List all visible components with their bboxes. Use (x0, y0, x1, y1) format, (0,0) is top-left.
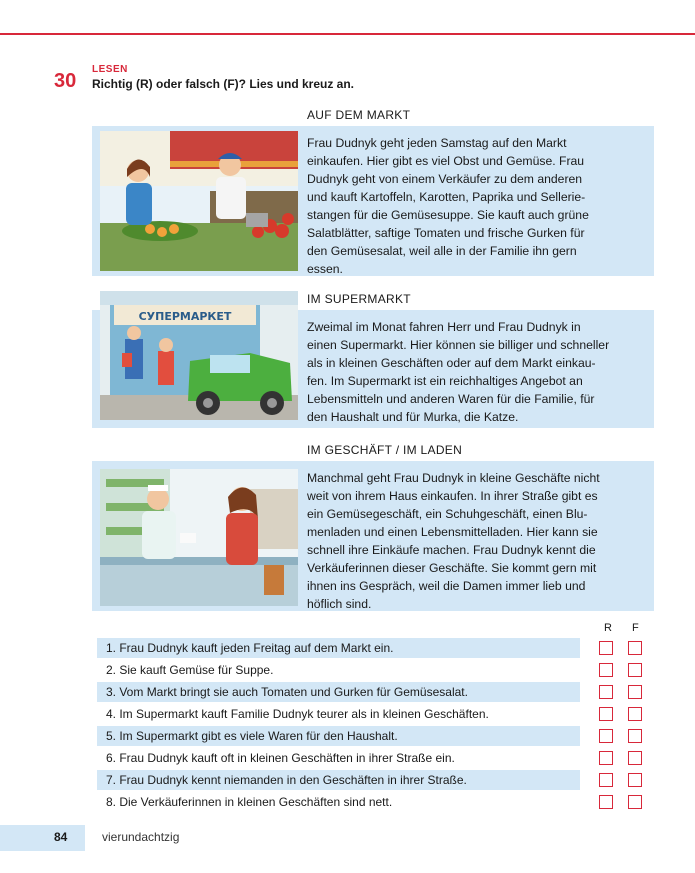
checkbox-r-4[interactable] (599, 707, 613, 721)
exercise-instruction: Richtig (R) oder falsch (F)? Lies und kreuz an. (92, 77, 355, 91)
section-text-supermarkt: Zweimal im Monat fahren Herr und Frau Dudnyk in einen Supermarkt. Hier können sie billiger und schneller als in kleinen Geschäften oder auf dem Markt einkau- fen. Im Supermarkt ist ein reichhaltiges Angebot an Lebensmitteln und anderen Waren für die Familie, für den Haushalt und für Murka, die Katze. (307, 320, 610, 424)
checkbox-r-5[interactable] (599, 729, 613, 743)
top-rule (0, 33, 695, 35)
checkbox-f-3[interactable] (628, 685, 642, 699)
checkbox-f-7[interactable] (628, 773, 642, 787)
answer-header-r: R (604, 622, 612, 634)
page-number-word: vierundachtzig (102, 830, 180, 844)
checkbox-f-2[interactable] (628, 663, 642, 677)
shop-illustration (100, 469, 298, 606)
footer-bar (0, 825, 85, 851)
checkbox-f-6[interactable] (628, 751, 642, 765)
checkbox-r-8[interactable] (599, 795, 613, 809)
checkbox-f-8[interactable] (628, 795, 642, 809)
checkbox-r-6[interactable] (599, 751, 613, 765)
section-title-markt: AUF DEM MARKT (307, 108, 411, 122)
market-illustration (100, 131, 298, 271)
statement-6: 6. Frau Dudnyk kauft oft in kleinen Geschäften in ihrer Straße ein. (106, 751, 455, 765)
checkbox-r-7[interactable] (599, 773, 613, 787)
section-title-supermarkt: IM SUPERMARKT (307, 292, 411, 306)
section-text-markt: Frau Dudnyk geht jeden Samstag auf den Markt einkaufen. Hier gibt es viel Obst und Gemüse. Frau Dudnyk geht von einem Verkäufer zu dem anderen und kauft Kartoffeln, Karotten, Paprika und Sellerie- stangen für die Gemüsesuppe. Sie kauft auch grüne Salatblätter, saftige Tomaten und frische Gurken für den Gemüsesalat, weil alle in der Familie ihn gern essen. (307, 136, 589, 276)
checkbox-r-2[interactable] (599, 663, 613, 677)
statement-1: 1. Frau Dudnyk kauft jeden Freitag auf dem Markt ein. (97, 638, 580, 658)
statement-3: 3. Vom Markt bringt sie auch Tomaten und Gurken für Gemüsesalat. (97, 682, 580, 702)
page-number: 84 (54, 830, 68, 844)
statement-4: 4. Im Supermarkt kauft Familie Dudnyk teurer als in kleinen Geschäften. (106, 707, 489, 721)
checkbox-r-3[interactable] (599, 685, 613, 699)
section-text-geschaeft: Manchmal geht Frau Dudnyk in kleine Geschäfte nicht weit von ihrem Haus einkaufen. In ihrer Straße gibt es ein Gemüsegeschäft, ein Schuhgeschäft, einen Blu- menladen und einen Lebensmittelladen. Hier kann sie schnell ihre Einkäufe machen. Frau Dudnyk kennt die Verkäuferinnen dieser Geschäfte. Sie kommt gern mit ihnen ins Gespräch, weil die Damen immer lieb und höflich sind. (307, 471, 600, 611)
statement-7: 7. Frau Dudnyk kennt niemanden in den Geschäften in ihrer Straße. (97, 770, 580, 790)
statement-5: 5. Im Supermarkt gibt es viele Waren für den Haushalt. (97, 726, 580, 746)
answer-header-f: F (632, 622, 639, 634)
exercise-category: LESEN (92, 64, 128, 75)
exercise-number: 30 (54, 70, 77, 92)
checkbox-f-1[interactable] (628, 641, 642, 655)
checkbox-f-4[interactable] (628, 707, 642, 721)
checkbox-r-1[interactable] (599, 641, 613, 655)
section-title-geschaeft: IM GESCHÄFT / IM LADEN (307, 443, 463, 457)
supermarket-sign-text: СУПЕРМАРКЕТ (138, 310, 232, 323)
supermarket-illustration (100, 291, 298, 420)
checkbox-f-5[interactable] (628, 729, 642, 743)
statement-2: 2. Sie kauft Gemüse für Suppe. (106, 663, 274, 677)
statement-8: 8. Die Verkäuferinnen in kleinen Geschäften sind nett. (106, 795, 393, 809)
